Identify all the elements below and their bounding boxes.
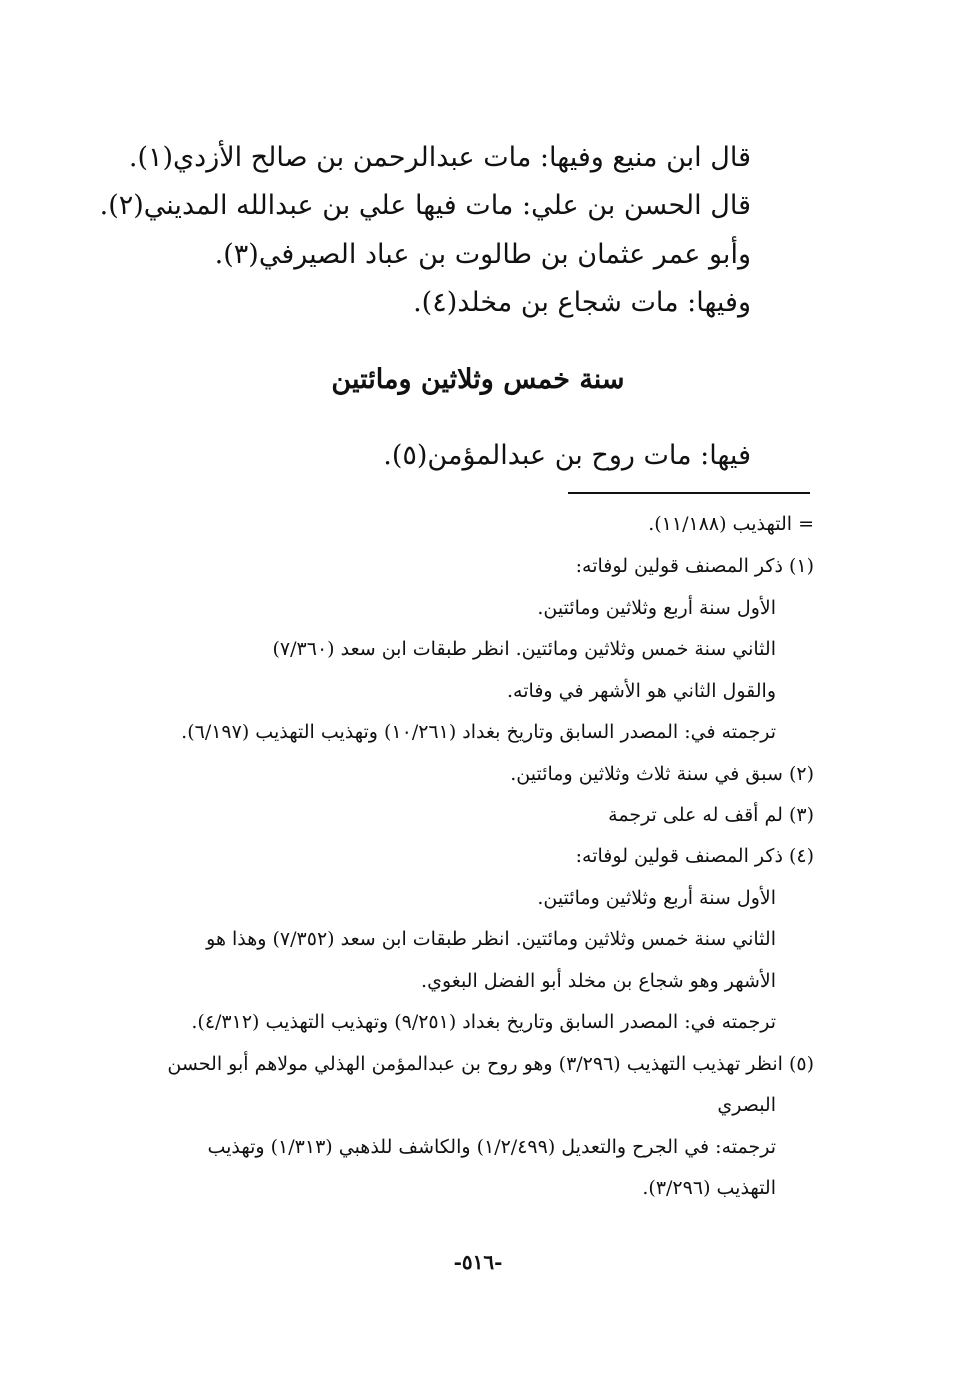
body-line-2: قال الحسن بن علي: مات فيها علي بن عبدالله المديني(٢).	[99, 190, 751, 221]
footnote-line: (١) ذكر المصنف قولين لوفاته:	[575, 555, 814, 577]
footnote-line: = التهذيب (١١/١٨٨).	[648, 513, 814, 535]
footnote-line: (٢) سبق في سنة ثلاث وثلاثين ومائتين.	[510, 763, 814, 785]
footnote-line: ترجمته في: المصدر السابق وتاريخ بغداد (٩/٢٥١) وتهذيب التهذيب (٤/٣١٢).	[191, 1011, 776, 1033]
footnote-line: والقول الثاني هو الأشهر في وفاته.	[507, 680, 776, 702]
footnote-line: الأشهر وهو شجاع بن مخلد أبو الفضل البغوي.	[421, 970, 776, 992]
footnote-line: البصري	[717, 1094, 776, 1116]
footnote-line: الثاني سنة خمس وثلاثين ومائتين. انظر طبقات ابن سعد (٧/٣٥٢) وهذا هو	[206, 928, 776, 950]
section-line: فيها: مات روح بن عبدالمؤمن(٥).	[383, 440, 751, 471]
footnote-line: ترجمته: في الجرح والتعديل (١/٢/٤٩٩) والكاشف للذهبي (١/٣١٣) وتهذيب	[207, 1136, 776, 1158]
section-heading: سنة خمس وثلاثين ومائتين	[331, 364, 625, 395]
footnote-line: ترجمته في: المصدر السابق وتاريخ بغداد (١٠/٢٦١) وتهذيب التهذيب (٦/١٩٧).	[181, 721, 776, 743]
body-line-1: قال ابن منيع وفيها: مات عبدالرحمن بن صالح الأزدي(١).	[128, 142, 751, 173]
page-number: -٥١٦-	[453, 1250, 503, 1274]
footnote-line: (٤) ذكر المصنف قولين لوفاته:	[575, 845, 814, 867]
footnote-separator	[568, 492, 810, 494]
footnote-line: الأول سنة أربع وثلاثين ومائتين.	[537, 887, 776, 909]
footnote-line: الأول سنة أربع وثلاثين ومائتين.	[537, 597, 776, 619]
body-line-4: وفيها: مات شجاع بن مخلد(٤).	[413, 287, 751, 318]
footnote-line: (٣) لم أقف له على ترجمة	[608, 804, 814, 826]
footnote-line: الثاني سنة خمس وثلاثين ومائتين. انظر طبقات ابن سعد (٧/٣٦٠)	[272, 638, 776, 660]
body-line-3: وأبو عمر عثمان بن طالوت بن عباد الصيرفي(٣).	[214, 239, 751, 270]
footnote-line: التهذيب (٣/٢٩٦).	[642, 1177, 776, 1199]
footnote-line: (٥) انظر تهذيب التهذيب (٣/٢٩٦) وهو روح بن عبدالمؤمن الهذلي مولاهم أبو الحسن	[167, 1053, 814, 1075]
